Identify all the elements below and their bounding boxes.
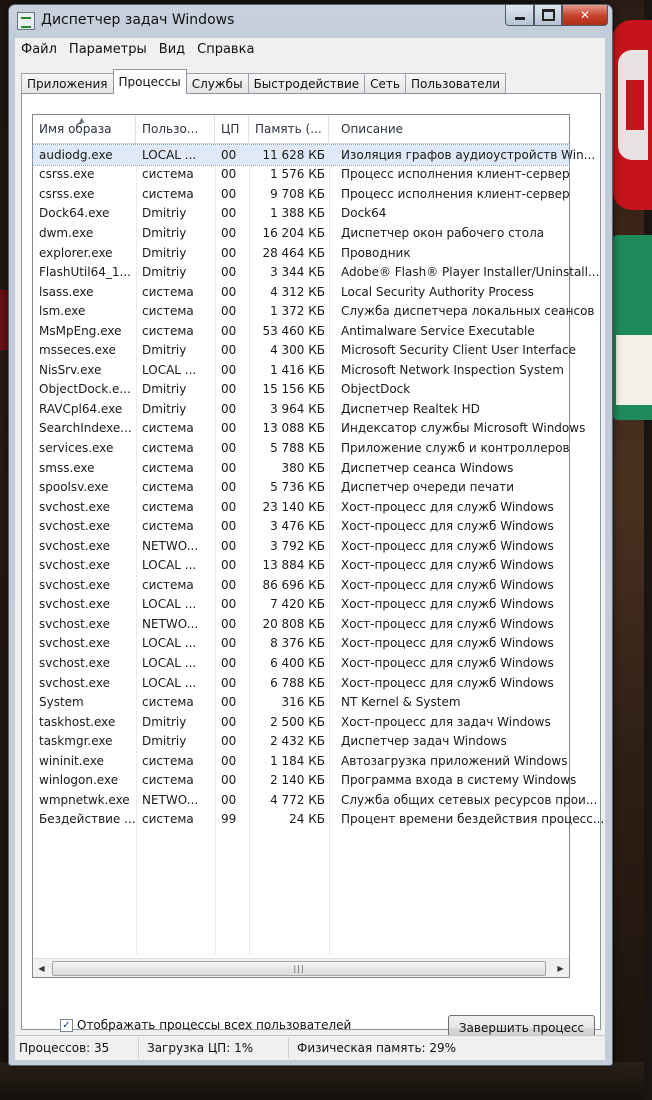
cell-cpu: 00 [221, 343, 237, 358]
column-label: Пользо... [142, 122, 199, 136]
cell-image-name: svchost.exe [39, 597, 110, 612]
cell-cpu: 00 [221, 460, 237, 475]
cell-cpu: 00 [221, 558, 237, 573]
cell-cpu: 00 [221, 167, 237, 182]
cell-description: Хост-процесс для служб Windows [341, 499, 554, 514]
column-memory[interactable] [249, 115, 329, 143]
cell-user: система [142, 753, 194, 768]
cell-cpu: 00 [221, 636, 237, 651]
table-row[interactable] [33, 555, 569, 575]
maximize-icon [542, 9, 555, 21]
cell-user: система [142, 186, 194, 201]
table-row[interactable] [33, 458, 569, 478]
cell-image-name: winlogon.exe [39, 773, 119, 788]
cell-image-name: csrss.exe [39, 167, 95, 182]
cell-memory: 3 964 КБ [270, 401, 325, 416]
table-row[interactable] [33, 477, 569, 497]
table-row[interactable] [33, 771, 577, 791]
show-all-users-label: Отображать процессы всех пользователей [77, 1018, 352, 1032]
table-row[interactable] [33, 145, 596, 165]
cell-memory: 7 420 КБ [270, 597, 325, 612]
process-list[interactable] [32, 114, 605, 978]
column-label: Описание [341, 122, 404, 136]
table-row[interactable] [33, 399, 569, 419]
cell-image-name: wininit.exe [39, 753, 104, 768]
cell-image-name: spoolsv.exe [39, 480, 109, 495]
scroll-left-icon[interactable]: ◀ [38, 963, 45, 973]
cell-user: система [142, 167, 194, 182]
table-row[interactable] [33, 595, 569, 615]
cell-cpu: 00 [221, 421, 237, 436]
menu-options[interactable]: Параметры [68, 41, 147, 57]
cell-description: Служба общих сетевых ресурсов прои... [341, 792, 598, 807]
cell-user: NETWO... [142, 792, 199, 807]
cell-cpu: 00 [221, 480, 237, 495]
cell-memory: 4 772 КБ [270, 792, 325, 807]
menu-bar [15, 38, 605, 60]
maximize-button[interactable] [534, 5, 562, 26]
cell-image-name: FlashUtil64_1... [39, 265, 131, 280]
column-description[interactable] [329, 115, 569, 143]
cell-cpu: 00 [221, 577, 237, 592]
table-row[interactable] [33, 497, 569, 517]
cell-cpu: 00 [221, 734, 237, 749]
cell-description: Изоляция графов аудиоустройств Win... [341, 147, 596, 162]
status-bar [15, 1035, 605, 1060]
cell-user: система [142, 440, 194, 455]
cell-memory: 15 156 КБ [262, 382, 325, 397]
cell-description: Диспетчер очереди печати [341, 480, 515, 495]
cell-description: Хост-процесс для служб Windows [341, 558, 554, 573]
cell-cpu: 00 [221, 792, 237, 807]
cell-user: LOCAL ... [142, 362, 197, 377]
cell-memory: 3 476 КБ [270, 519, 325, 534]
cell-user: Dmitriy [142, 734, 187, 749]
cell-image-name: MsMpEng.exe [39, 323, 122, 338]
cell-image-name: svchost.exe [39, 675, 110, 690]
cell-description: ObjectDock [341, 382, 411, 397]
cell-image-name: lsass.exe [39, 284, 94, 299]
cell-description: Служба диспетчера локальных сеансов [341, 304, 595, 319]
scroll-right-icon[interactable]: ▶ [557, 963, 564, 973]
cell-user: Dmitriy [142, 343, 187, 358]
cell-cpu: 00 [221, 519, 237, 534]
cell-image-name: System [39, 695, 84, 710]
sort-ascending-icon: ▲ [79, 116, 85, 124]
cell-memory: 3 792 КБ [270, 538, 325, 553]
table-row[interactable] [33, 614, 569, 634]
cell-description: Antimalware Service Executable [341, 323, 535, 338]
cell-cpu: 00 [221, 225, 237, 240]
table-row[interactable] [33, 340, 576, 360]
cell-description: NT Kernel & System [341, 695, 461, 710]
cell-image-name: dwm.exe [39, 225, 94, 240]
menu-help[interactable]: Справка [197, 41, 255, 57]
cell-cpu: 00 [221, 147, 237, 162]
menu-file[interactable]: Файл [21, 41, 57, 57]
cell-user: NETWO... [142, 616, 199, 631]
column-label: Память (... [255, 122, 322, 136]
table-row[interactable] [33, 223, 569, 243]
cell-description: Индексатор службы Microsoft Windows [341, 421, 586, 436]
table-row[interactable] [33, 692, 569, 712]
cell-cpu: 00 [221, 323, 237, 338]
cell-user: LOCAL ... [142, 655, 197, 670]
table-row[interactable] [33, 810, 605, 830]
cell-description: Dock64 [341, 206, 387, 221]
cell-memory: 2 140 КБ [270, 773, 325, 788]
cell-description: Диспетчер Realtek HD [341, 401, 480, 416]
cell-image-name: msseces.exe [39, 343, 116, 358]
client-area [15, 60, 605, 1035]
cell-description: Хост-процесс для служб Windows [341, 519, 554, 534]
cell-description: Adobe® Flash® Player Installer/Uninstall... [341, 265, 600, 280]
cell-image-name: ObjectDock.e... [39, 382, 131, 397]
table-row[interactable] [33, 380, 569, 400]
cell-memory: 2 500 КБ [270, 714, 325, 729]
cell-user: система [142, 323, 194, 338]
cell-cpu: 00 [221, 206, 237, 221]
cell-memory: 6 400 КБ [270, 655, 325, 670]
cell-cpu: 00 [221, 265, 237, 280]
cell-description: Программа входа в систему Windows [341, 773, 577, 788]
table-row[interactable] [33, 301, 595, 321]
cell-cpu: 00 [221, 440, 237, 455]
cell-memory: 8 376 КБ [270, 636, 325, 651]
column-image-name[interactable] [33, 115, 136, 143]
cell-description: Процент времени бездействия процесс... [341, 812, 605, 827]
cell-cpu: 00 [221, 695, 237, 710]
cell-memory: 1 576 КБ [270, 167, 325, 182]
cell-cpu: 00 [221, 773, 237, 788]
cell-cpu: 00 [221, 655, 237, 670]
cell-image-name: SearchIndexe... [39, 421, 132, 436]
column-user[interactable] [136, 115, 215, 143]
cell-user: Dmitriy [142, 382, 187, 397]
cell-image-name: svchost.exe [39, 519, 110, 534]
table-row[interactable] [33, 262, 600, 282]
cell-memory: 16 204 КБ [262, 225, 325, 240]
cell-user: система [142, 304, 194, 319]
cell-memory: 3 344 КБ [270, 265, 325, 280]
cell-cpu: 00 [221, 597, 237, 612]
cell-memory: 23 140 КБ [262, 499, 325, 514]
menu-view[interactable]: Вид [158, 41, 186, 57]
cell-image-name: svchost.exe [39, 558, 110, 573]
cell-user: NETWO... [142, 538, 199, 553]
cell-image-name: lsm.exe [39, 304, 86, 319]
cell-user: LOCAL ... [142, 597, 197, 612]
title-bar[interactable] [9, 5, 612, 37]
cell-description: Local Security Authority Process [341, 284, 534, 299]
cell-image-name: svchost.exe [39, 616, 110, 631]
cell-description: Microsoft Security Client User Interface [341, 343, 576, 358]
cell-cpu: 00 [221, 245, 237, 260]
cell-user: система [142, 499, 194, 514]
table-row[interactable] [33, 790, 598, 810]
cell-memory: 5 788 КБ [270, 440, 325, 455]
cell-user: Dmitriy [142, 265, 187, 280]
cell-image-name: Dock64.exe [39, 206, 110, 221]
cell-description: Диспетчер задач Windows [341, 734, 507, 749]
minimize-button[interactable] [505, 5, 534, 26]
table-row[interactable] [33, 243, 569, 263]
cell-image-name: svchost.exe [39, 538, 110, 553]
cell-description: Диспетчер окон рабочего стола [341, 225, 545, 240]
cell-user: Dmitriy [142, 225, 187, 240]
table-row[interactable] [33, 204, 569, 224]
caption-buttons [505, 5, 608, 27]
cell-user: система [142, 460, 194, 475]
table-row[interactable] [33, 575, 569, 595]
cell-description: Приложение служб и контроллеров [341, 440, 570, 455]
cell-image-name: taskhost.exe [39, 714, 116, 729]
table-row[interactable] [33, 673, 569, 693]
cell-memory: 53 460 КБ [262, 323, 325, 338]
table-row[interactable] [33, 419, 586, 439]
list-header [33, 115, 569, 144]
cell-cpu: 00 [221, 304, 237, 319]
cell-cpu: 00 [221, 499, 237, 514]
cell-image-name: svchost.exe [39, 499, 110, 514]
cell-memory: 20 808 КБ [262, 616, 325, 631]
cell-memory: 2 432 КБ [270, 734, 325, 749]
column-cpu[interactable] [215, 115, 249, 143]
cell-description: Хост-процесс для служб Windows [341, 616, 554, 631]
cell-memory: 6 788 КБ [270, 675, 325, 690]
column-label: Имя образа [39, 122, 112, 136]
tab-performance[interactable]: Быстродействие [248, 73, 366, 94]
tab-services[interactable]: Службы [186, 73, 249, 94]
cell-image-name: NisSrv.exe [39, 362, 102, 377]
table-row[interactable] [33, 184, 569, 204]
background-red-sign [612, 20, 652, 210]
cell-description: Хост-процесс для служб Windows [341, 675, 554, 690]
cell-user: система [142, 695, 194, 710]
table-row[interactable] [33, 712, 569, 732]
cell-description: Хост-процесс для служб Windows [341, 597, 554, 612]
tab-network[interactable]: Сеть [364, 73, 406, 94]
table-row[interactable] [33, 360, 569, 380]
cell-user: LOCAL ... [142, 147, 197, 162]
cell-user: система [142, 577, 194, 592]
cell-cpu: 00 [221, 284, 237, 299]
task-manager-app-icon [17, 12, 35, 30]
cell-user: система [142, 480, 194, 495]
window-title: Диспетчер задач Windows [41, 12, 235, 28]
horizontal-scrollbar[interactable] [33, 958, 569, 977]
show-all-users-option[interactable] [60, 1018, 351, 1032]
tab-processes[interactable]: Процессы [113, 69, 187, 94]
cell-image-name: wmpnetwk.exe [39, 792, 130, 807]
cell-cpu: 00 [221, 382, 237, 397]
cell-cpu: 00 [221, 538, 237, 553]
cell-user: система [142, 519, 194, 534]
table-row[interactable] [33, 634, 569, 654]
table-row[interactable] [33, 536, 569, 556]
cell-user: система [142, 773, 194, 788]
cell-memory: 9 708 КБ [270, 186, 325, 201]
cell-description: Хост-процесс для служб Windows [341, 538, 554, 553]
process-rows [33, 145, 605, 829]
tab-applications[interactable]: Приложения [21, 73, 114, 94]
cell-cpu: 00 [221, 675, 237, 690]
cell-cpu: 00 [221, 616, 237, 631]
scrollbar-thumb[interactable]: ||| [52, 961, 546, 976]
cell-user: система [142, 421, 194, 436]
cell-memory: 316 КБ [281, 695, 325, 710]
cell-memory: 13 088 КБ [262, 421, 325, 436]
cell-description: Хост-процесс для задач Windows [341, 714, 551, 729]
cell-memory: 5 736 КБ [270, 480, 325, 495]
background-bottom [0, 1062, 644, 1100]
cell-user: LOCAL ... [142, 636, 197, 651]
cell-description: Проводник [341, 245, 411, 260]
cell-image-name: smss.exe [39, 460, 95, 475]
end-process-button[interactable]: Завершить процесс [448, 1015, 595, 1041]
cell-description: Хост-процесс для служб Windows [341, 577, 554, 592]
cell-description: Хост-процесс для служб Windows [341, 655, 554, 670]
cell-cpu: 00 [221, 753, 237, 768]
cell-description: Процесс исполнения клиент-сервер [341, 167, 570, 182]
processes-panel [21, 93, 605, 1035]
tab-strip [21, 70, 505, 94]
cell-image-name: svchost.exe [39, 577, 110, 592]
status-cpu: Загрузка ЦП: 1% [139, 1038, 289, 1058]
cell-image-name: csrss.exe [39, 186, 95, 201]
cell-memory: 1 416 КБ [270, 362, 325, 377]
cell-user: система [142, 284, 194, 299]
cell-description: Автозагрузка приложений Windows [341, 753, 568, 768]
cell-cpu: 00 [221, 714, 237, 729]
minimize-icon [515, 17, 525, 20]
cell-image-name: RAVCpl64.exe [39, 401, 123, 416]
cell-user: Dmitriy [142, 401, 187, 416]
table-row[interactable] [33, 751, 569, 771]
cell-user: Dmitriy [142, 245, 187, 260]
cell-memory: 13 884 КБ [262, 558, 325, 573]
table-row[interactable] [33, 438, 569, 458]
cell-image-name: svchost.exe [39, 655, 110, 670]
task-manager-window [8, 4, 613, 1066]
table-row[interactable] [33, 321, 569, 341]
cell-memory: 4 312 КБ [270, 284, 325, 299]
cell-cpu: 00 [221, 186, 237, 201]
background-green-sign [612, 235, 652, 420]
cell-memory: 1 388 КБ [270, 206, 325, 221]
cell-memory: 28 464 КБ [262, 245, 325, 260]
status-memory: Физическая память: 29% [297, 1041, 457, 1055]
table-row[interactable] [33, 282, 569, 302]
cell-user: система [142, 812, 194, 827]
cell-description: Microsoft Network Inspection System [341, 362, 564, 377]
cell-image-name: taskmgr.exe [39, 734, 113, 749]
close-button[interactable] [562, 5, 608, 26]
cell-cpu: 00 [221, 362, 237, 377]
cell-image-name: services.exe [39, 440, 114, 455]
cell-description: Хост-процесс для служб Windows [341, 636, 554, 651]
cell-user: Dmitriy [142, 206, 187, 221]
cell-memory: 380 КБ [281, 460, 325, 475]
cell-image-name: svchost.exe [39, 636, 110, 651]
cell-cpu: 99 [221, 812, 237, 827]
cell-image-name: audiodg.exe [39, 147, 113, 162]
cell-user: Dmitriy [142, 714, 187, 729]
table-row[interactable] [33, 731, 569, 751]
cell-memory: 86 696 КБ [262, 577, 325, 592]
cell-memory: 1 184 КБ [270, 753, 325, 768]
cell-memory: 1 372 КБ [270, 304, 325, 319]
show-all-users-checkbox[interactable]: ✓ [60, 1019, 73, 1032]
cell-memory: 4 300 КБ [270, 343, 325, 358]
cell-user: LOCAL ... [142, 558, 197, 573]
cell-image-name: explorer.exe [39, 245, 113, 260]
cell-cpu: 00 [221, 401, 237, 416]
table-row[interactable] [33, 516, 569, 536]
status-processes: Процессов: 35 [15, 1038, 139, 1058]
close-icon: ✕ [579, 8, 591, 22]
column-label: ЦП [221, 122, 240, 136]
cell-user: LOCAL ... [142, 675, 197, 690]
cell-image-name: Бездействие ... [39, 812, 136, 827]
table-row[interactable] [33, 165, 569, 185]
tab-users[interactable]: Пользователи [405, 73, 506, 94]
table-row[interactable] [33, 653, 569, 673]
cell-description: Процесс исполнения клиент-сервер [341, 186, 570, 201]
cell-memory: 11 628 КБ [262, 147, 325, 162]
cell-description: Диспетчер сеанса Windows [341, 460, 514, 475]
cell-memory: 24 КБ [289, 812, 325, 827]
